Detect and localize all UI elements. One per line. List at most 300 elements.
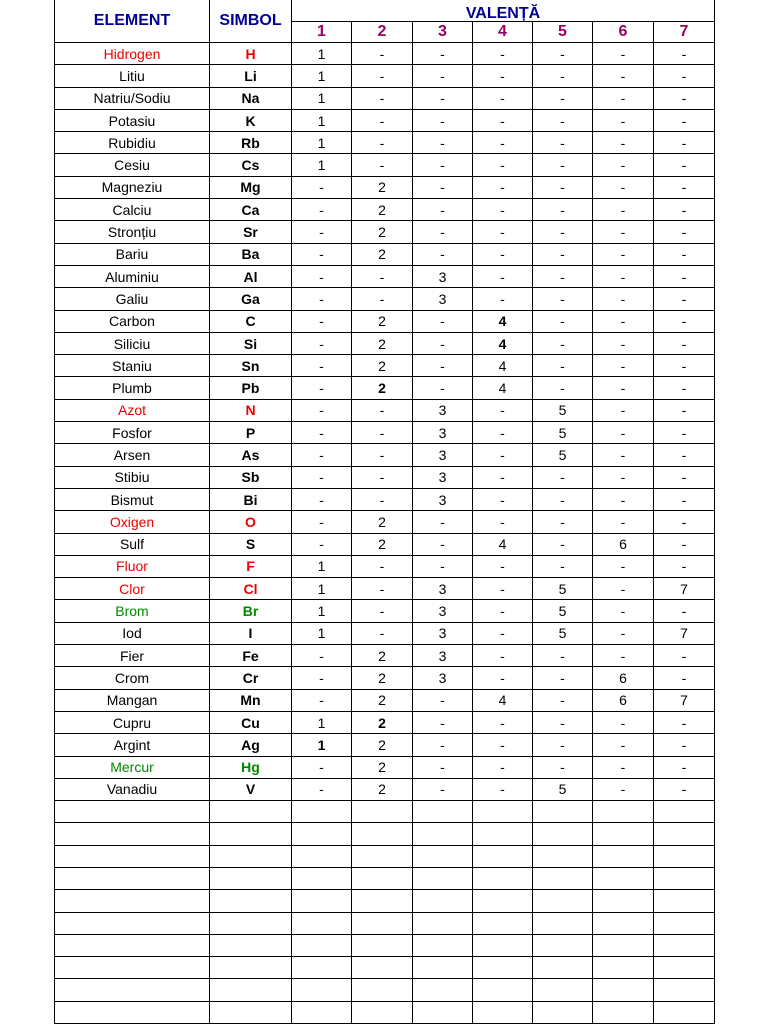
element-name: Sulf: [55, 533, 210, 555]
valence-cell-2: 2: [352, 533, 413, 555]
valence-cell-5: -: [533, 734, 593, 756]
empty-cell: [292, 823, 352, 845]
element-name: Magneziu: [55, 176, 210, 198]
valence-cell-6: -: [593, 154, 654, 176]
empty-cell: [473, 1001, 533, 1023]
valence-cell-1: -: [292, 399, 352, 421]
valence-cell-6: -: [593, 488, 654, 510]
valence-cell-6: -: [593, 399, 654, 421]
empty-cell: [210, 1001, 292, 1023]
valence-cell-3: -: [413, 756, 473, 778]
valence-cell-4: -: [473, 488, 533, 510]
valence-cell-3: 3: [413, 265, 473, 287]
valence-cell-2: -: [352, 288, 413, 310]
element-name: Natriu/Sodiu: [55, 87, 210, 109]
valence-cell-4: -: [473, 243, 533, 265]
valence-cell-6: -: [593, 132, 654, 154]
valence-cell-3: 3: [413, 288, 473, 310]
empty-cell: [413, 934, 473, 956]
valence-cell-6: -: [593, 511, 654, 533]
element-symbol: Al: [210, 265, 292, 287]
empty-cell: [533, 890, 593, 912]
table-row: [55, 600, 715, 622]
empty-cell: [55, 1001, 210, 1023]
empty-cell: [352, 801, 413, 823]
valence-cell-6: -: [593, 288, 654, 310]
empty-row: [55, 823, 715, 845]
element-name: Mangan: [55, 689, 210, 711]
empty-cell: [473, 845, 533, 867]
valence-cell-4: -: [473, 511, 533, 533]
valence-cell-6: 6: [593, 667, 654, 689]
empty-cell: [654, 1001, 715, 1023]
valence-cell-3: -: [413, 132, 473, 154]
valence-cell-2: 2: [352, 243, 413, 265]
element-symbol: Hg: [210, 756, 292, 778]
empty-cell: [473, 890, 533, 912]
valence-cell-3: 3: [413, 600, 473, 622]
empty-row: [55, 957, 715, 979]
table-row: [55, 243, 715, 265]
empty-cell: [473, 957, 533, 979]
empty-cell: [413, 845, 473, 867]
valence-cell-4: -: [473, 555, 533, 577]
valence-cell-1: 1: [292, 622, 352, 644]
valence-cell-2: 2: [352, 221, 413, 243]
empty-row: [55, 912, 715, 934]
valence-cell-3: 3: [413, 444, 473, 466]
valence-cell-3: -: [413, 199, 473, 221]
valence-cell-3: -: [413, 310, 473, 332]
empty-cell: [352, 1001, 413, 1023]
element-name: Carbon: [55, 310, 210, 332]
element-symbol: Sn: [210, 355, 292, 377]
empty-row: [55, 934, 715, 956]
valence-cell-1: -: [292, 533, 352, 555]
valence-cell-4: 4: [473, 377, 533, 399]
valence-cell-3: -: [413, 65, 473, 87]
element-name: Plumb: [55, 377, 210, 399]
valence-cell-7: -: [654, 310, 715, 332]
valence-cell-1: -: [292, 355, 352, 377]
empty-cell: [413, 957, 473, 979]
empty-cell: [654, 912, 715, 934]
element-name: Siliciu: [55, 332, 210, 354]
valence-cell-6: 6: [593, 689, 654, 711]
valence-table: [54, 0, 715, 1024]
element-name: Arsen: [55, 444, 210, 466]
empty-row: [55, 890, 715, 912]
element-name: Oxigen: [55, 511, 210, 533]
valence-cell-5: -: [533, 756, 593, 778]
empty-cell: [292, 845, 352, 867]
valence-cell-7: -: [654, 355, 715, 377]
valence-cell-7: -: [654, 734, 715, 756]
valence-cell-1: 1: [292, 65, 352, 87]
valence-cell-5: -: [533, 511, 593, 533]
empty-cell: [533, 934, 593, 956]
valence-cell-4: -: [473, 132, 533, 154]
empty-cell: [413, 979, 473, 1001]
table-row: [55, 444, 715, 466]
valence-cell-5: -: [533, 555, 593, 577]
valence-cell-6: -: [593, 711, 654, 733]
valence-cell-2: 2: [352, 734, 413, 756]
valence-cell-1: 1: [292, 87, 352, 109]
valence-cell-5: -: [533, 355, 593, 377]
empty-cell: [413, 867, 473, 889]
valence-cell-3: -: [413, 43, 473, 65]
empty-cell: [593, 979, 654, 1001]
valence-cell-7: -: [654, 422, 715, 444]
empty-cell: [292, 801, 352, 823]
valence-cell-3: -: [413, 87, 473, 109]
element-symbol: Ba: [210, 243, 292, 265]
valence-cell-2: 2: [352, 711, 413, 733]
table-row: [55, 422, 715, 444]
valence-cell-5: -: [533, 109, 593, 131]
valence-cell-6: -: [593, 265, 654, 287]
table-row: [55, 109, 715, 131]
element-symbol: Rb: [210, 132, 292, 154]
valence-cell-7: -: [654, 243, 715, 265]
table-body: [55, 43, 715, 1024]
table-row: [55, 310, 715, 332]
valence-cell-2: 2: [352, 332, 413, 354]
valence-cell-3: -: [413, 332, 473, 354]
empty-cell: [654, 867, 715, 889]
empty-cell: [55, 934, 210, 956]
element-name: Aluminiu: [55, 265, 210, 287]
element-symbol: Pb: [210, 377, 292, 399]
valence-cell-6: -: [593, 355, 654, 377]
valence-cell-4: -: [473, 199, 533, 221]
valence-cell-2: 2: [352, 756, 413, 778]
valence-cell-4: -: [473, 288, 533, 310]
table-row: [55, 288, 715, 310]
valence-cell-2: -: [352, 65, 413, 87]
table-row: [55, 734, 715, 756]
element-symbol: C: [210, 310, 292, 332]
empty-cell: [55, 823, 210, 845]
valence-cell-4: -: [473, 399, 533, 421]
valence-cell-4: -: [473, 109, 533, 131]
empty-cell: [473, 934, 533, 956]
valence-cell-2: -: [352, 555, 413, 577]
valence-cell-1: -: [292, 466, 352, 488]
valence-cell-2: -: [352, 265, 413, 287]
valence-cell-5: -: [533, 310, 593, 332]
valence-cell-6: -: [593, 109, 654, 131]
valence-cell-7: -: [654, 645, 715, 667]
table-row: [55, 756, 715, 778]
valence-cell-4: -: [473, 265, 533, 287]
valence-cell-6: -: [593, 43, 654, 65]
valence-cell-2: -: [352, 43, 413, 65]
valence-cell-7: -: [654, 265, 715, 287]
valence-cell-1: -: [292, 689, 352, 711]
valence-cell-6: -: [593, 734, 654, 756]
valence-cell-5: 5: [533, 422, 593, 444]
valence-cell-7: -: [654, 778, 715, 800]
element-symbol: Cl: [210, 578, 292, 600]
valence-cell-4: -: [473, 778, 533, 800]
empty-cell: [533, 867, 593, 889]
valence-cell-1: 1: [292, 711, 352, 733]
element-name: Bariu: [55, 243, 210, 265]
valence-number-6: 6: [593, 22, 654, 43]
empty-row: [55, 979, 715, 1001]
valence-cell-7: -: [654, 756, 715, 778]
table-row: [55, 132, 715, 154]
valence-cell-6: -: [593, 778, 654, 800]
valence-cell-3: -: [413, 221, 473, 243]
element-symbol: Si: [210, 332, 292, 354]
valence-cell-7: -: [654, 377, 715, 399]
valence-cell-7: -: [654, 109, 715, 131]
valence-cell-1: -: [292, 377, 352, 399]
empty-cell: [352, 912, 413, 934]
empty-cell: [654, 934, 715, 956]
valence-cell-2: -: [352, 578, 413, 600]
table-row: [55, 87, 715, 109]
element-symbol: Ag: [210, 734, 292, 756]
valence-column-header: VALENȚĂ: [292, 0, 715, 22]
empty-row: [55, 801, 715, 823]
empty-cell: [210, 912, 292, 934]
element-name: Fier: [55, 645, 210, 667]
valence-cell-1: -: [292, 778, 352, 800]
valence-cell-4: -: [473, 444, 533, 466]
valence-cell-3: -: [413, 176, 473, 198]
valence-cell-7: -: [654, 154, 715, 176]
empty-cell: [593, 934, 654, 956]
valence-cell-3: 3: [413, 422, 473, 444]
valence-cell-5: -: [533, 288, 593, 310]
valence-cell-2: -: [352, 466, 413, 488]
valence-cell-3: -: [413, 711, 473, 733]
empty-cell: [210, 957, 292, 979]
valence-cell-7: -: [654, 511, 715, 533]
valence-cell-4: -: [473, 466, 533, 488]
empty-cell: [593, 957, 654, 979]
valence-cell-5: 5: [533, 600, 593, 622]
valence-cell-6: -: [593, 756, 654, 778]
table-row: [55, 466, 715, 488]
element-name: Fluor: [55, 555, 210, 577]
empty-row: [55, 1001, 715, 1023]
valence-cell-6: -: [593, 243, 654, 265]
table-row: [55, 221, 715, 243]
valence-cell-5: -: [533, 243, 593, 265]
valence-cell-6: -: [593, 444, 654, 466]
valence-cell-7: -: [654, 444, 715, 466]
valence-cell-1: -: [292, 332, 352, 354]
element-symbol: Bi: [210, 488, 292, 510]
table-row: [55, 533, 715, 555]
table-row: [55, 578, 715, 600]
valence-cell-1: 1: [292, 734, 352, 756]
valence-cell-3: -: [413, 377, 473, 399]
valence-cell-4: -: [473, 65, 533, 87]
valence-cell-5: -: [533, 533, 593, 555]
empty-cell: [473, 823, 533, 845]
valence-cell-2: 2: [352, 645, 413, 667]
valence-cell-7: -: [654, 176, 715, 198]
empty-cell: [654, 845, 715, 867]
valence-cell-5: -: [533, 667, 593, 689]
valence-cell-7: -: [654, 667, 715, 689]
valence-cell-4: -: [473, 578, 533, 600]
valence-cell-1: -: [292, 265, 352, 287]
valence-cell-4: -: [473, 422, 533, 444]
valence-cell-5: -: [533, 65, 593, 87]
valence-cell-2: -: [352, 87, 413, 109]
valence-cell-3: 3: [413, 645, 473, 667]
element-symbol: V: [210, 778, 292, 800]
valence-cell-7: -: [654, 288, 715, 310]
element-symbol: Cu: [210, 711, 292, 733]
empty-cell: [593, 912, 654, 934]
valence-cell-5: -: [533, 132, 593, 154]
valence-cell-6: -: [593, 600, 654, 622]
valence-cell-6: -: [593, 332, 654, 354]
valence-cell-2: 2: [352, 778, 413, 800]
element-name: Iod: [55, 622, 210, 644]
header-row: [55, 0, 715, 22]
valence-cell-1: -: [292, 176, 352, 198]
empty-row: [55, 867, 715, 889]
empty-cell: [473, 979, 533, 1001]
table-row: [55, 176, 715, 198]
empty-cell: [533, 801, 593, 823]
valence-cell-3: 3: [413, 466, 473, 488]
table-row: [55, 511, 715, 533]
table-row: [55, 43, 715, 65]
empty-cell: [473, 912, 533, 934]
empty-cell: [352, 934, 413, 956]
element-name: Hidrogen: [55, 43, 210, 65]
empty-cell: [473, 801, 533, 823]
empty-cell: [413, 1001, 473, 1023]
element-name: Azot: [55, 399, 210, 421]
valence-cell-7: -: [654, 466, 715, 488]
valence-cell-7: 7: [654, 578, 715, 600]
valence-cell-3: -: [413, 533, 473, 555]
valence-cell-1: -: [292, 756, 352, 778]
empty-cell: [593, 867, 654, 889]
valence-cell-5: -: [533, 154, 593, 176]
empty-cell: [593, 823, 654, 845]
valence-cell-1: -: [292, 645, 352, 667]
valence-cell-2: 2: [352, 511, 413, 533]
valence-number-7: 7: [654, 22, 715, 43]
empty-cell: [533, 979, 593, 1001]
valence-cell-1: -: [292, 422, 352, 444]
valence-cell-1: 1: [292, 154, 352, 176]
valence-cell-5: -: [533, 87, 593, 109]
valence-cell-7: -: [654, 132, 715, 154]
empty-cell: [473, 867, 533, 889]
valence-cell-4: -: [473, 756, 533, 778]
valence-cell-2: -: [352, 444, 413, 466]
empty-cell: [210, 890, 292, 912]
valence-cell-4: 4: [473, 689, 533, 711]
valence-cell-1: 1: [292, 43, 352, 65]
element-symbol: H: [210, 43, 292, 65]
empty-cell: [654, 979, 715, 1001]
empty-cell: [533, 957, 593, 979]
valence-cell-4: -: [473, 645, 533, 667]
valence-number-1: 1: [292, 22, 352, 43]
empty-cell: [292, 979, 352, 1001]
element-symbol: Li: [210, 65, 292, 87]
valence-cell-7: 7: [654, 622, 715, 644]
valence-cell-3: -: [413, 109, 473, 131]
empty-cell: [292, 1001, 352, 1023]
element-symbol: Br: [210, 600, 292, 622]
valence-cell-6: -: [593, 221, 654, 243]
valence-cell-3: -: [413, 734, 473, 756]
empty-cell: [292, 957, 352, 979]
valence-cell-6: -: [593, 622, 654, 644]
valence-cell-3: -: [413, 243, 473, 265]
valence-cell-5: -: [533, 332, 593, 354]
element-symbol: S: [210, 533, 292, 555]
valence-cell-1: -: [292, 488, 352, 510]
valence-cell-1: -: [292, 221, 352, 243]
valence-cell-6: 6: [593, 533, 654, 555]
valence-cell-6: -: [593, 422, 654, 444]
valence-cell-4: -: [473, 43, 533, 65]
empty-cell: [352, 867, 413, 889]
valence-cell-1: -: [292, 199, 352, 221]
element-name: Clor: [55, 578, 210, 600]
empty-cell: [55, 867, 210, 889]
element-name: Brom: [55, 600, 210, 622]
element-name: Argint: [55, 734, 210, 756]
valence-cell-4: -: [473, 154, 533, 176]
element-name: Calciu: [55, 199, 210, 221]
valence-cell-4: 4: [473, 332, 533, 354]
empty-cell: [654, 890, 715, 912]
valence-cell-1: 1: [292, 578, 352, 600]
empty-cell: [210, 979, 292, 1001]
valence-cell-5: -: [533, 221, 593, 243]
valence-cell-6: -: [593, 65, 654, 87]
empty-cell: [55, 912, 210, 934]
empty-cell: [55, 979, 210, 1001]
empty-cell: [413, 890, 473, 912]
valence-cell-4: -: [473, 600, 533, 622]
valence-cell-7: -: [654, 221, 715, 243]
valence-cell-4: -: [473, 667, 533, 689]
valence-cell-3: -: [413, 689, 473, 711]
valence-cell-2: 2: [352, 176, 413, 198]
valence-cell-5: 5: [533, 444, 593, 466]
valence-cell-7: -: [654, 711, 715, 733]
empty-cell: [352, 823, 413, 845]
symbol-column-header: SIMBOL: [210, 0, 292, 43]
element-symbol: N: [210, 399, 292, 421]
valence-cell-7: -: [654, 87, 715, 109]
table-row: [55, 399, 715, 421]
valence-cell-4: 4: [473, 355, 533, 377]
valence-cell-7: 7: [654, 689, 715, 711]
valence-cell-3: 3: [413, 667, 473, 689]
empty-cell: [654, 823, 715, 845]
empty-cell: [55, 957, 210, 979]
